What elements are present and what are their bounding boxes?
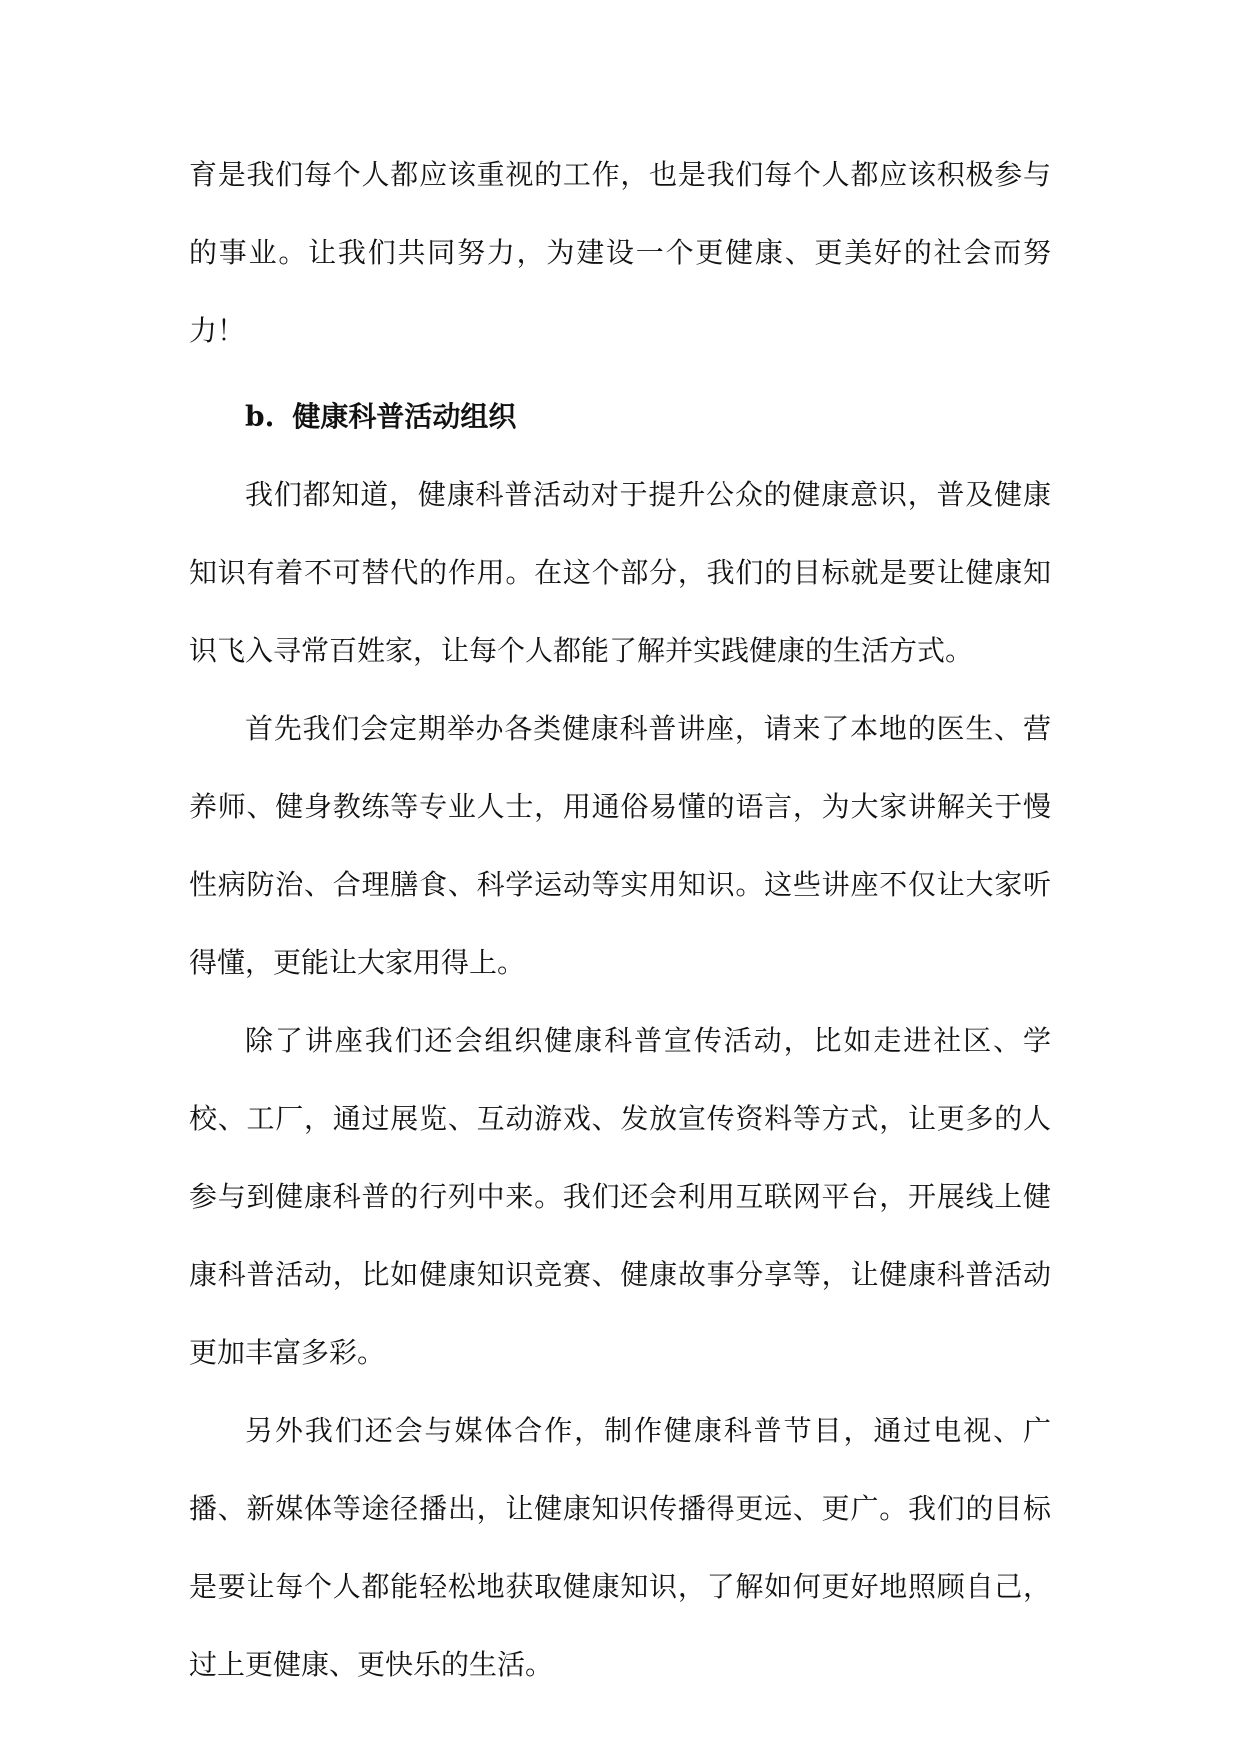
body-paragraph-4: 另外我们还会与媒体合作，制作健康科普节目，通过电视、广播、新媒体等途径播出，让健康知识传播得更远、更广。我们的目标是要让每个人都能轻松地获取健康知识，了解如何更好地照顾自己，过上更健康、更快乐的生活。 xyxy=(189,1414,1051,1681)
body-paragraph-1: 我们都知道，健康科普活动对于提升公众的健康意识，普及健康知识有着不可替代的作用。在这个部分，我们的目标就是要让健康知识飞入寻常百姓家，让每个人都能了解并实践健康的生活方式。 xyxy=(189,478,1051,667)
body-paragraph-2: 首先我们会定期举办各类健康科普讲座，请来了本地的医生、营养师、健身教练等专业人士，用通俗易懂的语言，为大家讲解关于慢性病防治、合理膳食、科学运动等实用知识。这些讲座不仅让大家听得懂，更能让大家用得上。 xyxy=(189,712,1051,979)
intro-paragraph: 育是我们每个人都应该重视的工作，也是我们每个人都应该积极参与的事业。让我们共同努力，为建设一个更健康、更美好的社会而努力！ xyxy=(189,158,1051,347)
section-heading xyxy=(189,378,1051,456)
section-title: 健康科普活动组织 xyxy=(292,400,517,433)
spacer xyxy=(189,370,1051,378)
body-paragraph-3: 除了讲座我们还会组织健康科普宣传活动，比如走进社区、学校、工厂，通过展览、互动游戏、发放宣传资料等方式，让更多的人参与到健康科普的行列中来。我们还会利用互联网平台，开展线上健康科普活动，比如健康知识竞赛、健康故事分享等，让健康科普活动更加丰富多彩。 xyxy=(189,1024,1051,1369)
section-marker: b. xyxy=(245,400,275,433)
document-body xyxy=(189,136,1051,1704)
